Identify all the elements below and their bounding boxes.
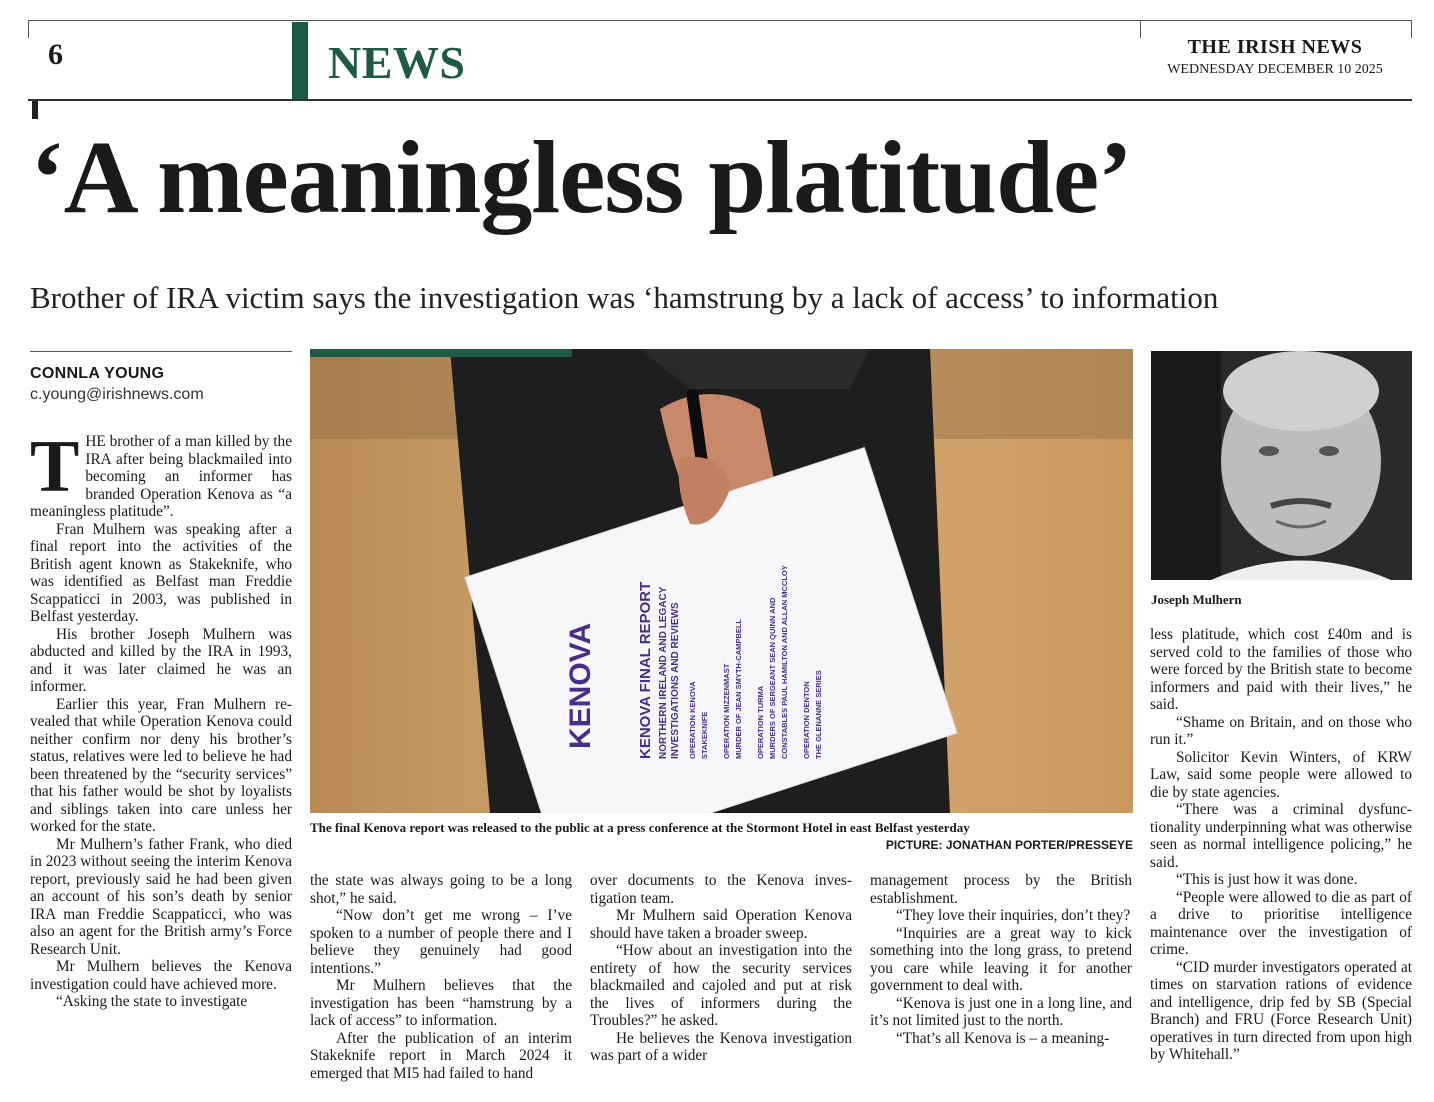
header-tick (1140, 20, 1141, 38)
report-operation: MURDERS OF SERGEANT SEAN QUINN AND (768, 597, 777, 759)
report-operation: OPERATION KENOVA (688, 681, 697, 759)
headline: ‘A meaningless platitude’ (30, 120, 1132, 235)
byline: CONNLA YOUNG (30, 365, 165, 382)
article-paragraph: less platitude, which cost £40m and is served cold to the families of those who were forced by the British state to become informers and paid with their lives,” he said. (1150, 626, 1412, 713)
report-title: KENOVA FINAL REPORT (637, 581, 654, 759)
article-paragraph: After the publication of an interim Stakeknife report in March 2024 it emerged that MI5 had failed to hand (310, 1029, 572, 1082)
article-column-3 (590, 872, 852, 1065)
report-operation: MURDER OF JEAN SMYTH-CAMPBELL (734, 619, 743, 759)
section-title: NEWS (328, 37, 466, 88)
report-operation: THE GLENANNE SERIES (814, 670, 823, 759)
photo-illustration (310, 349, 1133, 813)
kenova-report-photo (310, 349, 1133, 813)
report-subtitle: INVESTIGATIONS AND REVIEWS (670, 602, 681, 759)
article-paragraph: He believes the Kenova investigation was part of a wider (590, 1029, 852, 1064)
standfirst: Brother of IRA victim says the investigation was ‘hamstrung by a lack of access’ to information (30, 280, 1219, 315)
article-paragraph: “Now don’t get me wrong – I’ve spoken to a number of people there and I believe they genuinely had good intentions.” (310, 907, 572, 977)
article-paragraph: management process by the British establishment. (870, 872, 1132, 907)
report-operation: STAKEKNIFE (700, 711, 709, 759)
portrait-illustration (1151, 351, 1412, 580)
issue-date: WEDNESDAY DECEMBER 10 2025 (1167, 62, 1383, 77)
corner-mark (32, 101, 38, 119)
portrait-caption: Joseph Mulhern (1151, 592, 1242, 607)
article-paragraph: Mr Mulhern believes that the investigation has been “hamstrung by a lack of access” to information. (310, 977, 572, 1029)
article-paragraph: Fran Mulhern was speaking after a final report into the activities of the British agent known as Stakeknife, who was identified as Belfast man Freddie Scappaticci in 2003, was published in Belfast yesterday. (30, 520, 292, 625)
author-email[interactable]: c.young@irishnews.com (30, 386, 204, 403)
photo-caption: The final Kenova report was released to the public at a press conference at the Stormont Hotel in east Belfast yesterday (310, 820, 970, 835)
article-column-2 (310, 872, 572, 1082)
article-paragraph: “That’s all Kenova is – a meaning- (896, 1029, 1110, 1047)
article-paragraph: THE brother of a man killed by the IRA after being blackmailed into becoming an informer has branded Operation Kenova as “a meaningless platitude”. (30, 426, 292, 520)
section-color-bar (292, 22, 308, 100)
article-paragraph: “How about an investigation into the entirety of how the security services blackmailed and cajoled and put at risk the lives of informers during the Troubles?” he asked. (590, 942, 852, 1029)
masthead: THE IRISH NEWS (1187, 36, 1363, 58)
report-operation: OPERATION TURMA (756, 685, 765, 759)
article-paragraph: His brother Joseph Mulhern was abducted and killed by the IRA in 1993, and it was later claimed he was an informer. (30, 625, 292, 695)
page-number: 6 (48, 38, 63, 71)
article-paragraph: over documents to the Kenova investigation team. (590, 872, 852, 907)
report-operation: OPERATION DENTON (802, 681, 811, 759)
header-tick (1411, 20, 1412, 38)
article-paragraph: “Shame on Britain, and on those who run it.” (1150, 713, 1412, 748)
article-paragraph: Earlier this year, Fran Mulhern revealed that while Operation Kenova could neither confirm nor deny his brother’s status, relatives were led to believe he had been threatened by the “security services” that his father would be shot by loyalists and siblings taken into care unless her worked for the state. (30, 695, 292, 835)
article-paragraph: “This is just how it was done. (1176, 871, 1358, 888)
report-operation: OPERATION MIZZENMAST (722, 663, 731, 759)
article-paragraph: Solicitor Kevin Winters, of KRW Law, said some people were allowed to die by state agencies. (1150, 748, 1412, 801)
photo-accent-bar (310, 349, 572, 357)
header-bottom-rule (28, 99, 1412, 101)
article-paragraph: “They love their inquiries, don’t they? (896, 907, 1131, 924)
report-logo: KENOVA (564, 622, 597, 749)
article-paragraph: Mr Mulhern believes the Kenova investigation could have achieved more. (30, 958, 292, 993)
photo-credit: PICTURE: JONATHAN PORTER/PRESSEYE (885, 838, 1133, 852)
byline-rule (30, 351, 292, 352)
header-top-rule (28, 20, 1412, 21)
article-paragraph: “CID murder investigators operated at times on starvation rations of evidence and intelligence, drip fed by SB (Special Branch) and FRU (Force Research Unit) operatives in turn directed from upon high by Whitehall.” (1150, 958, 1412, 1063)
article-column-5 (1150, 626, 1412, 1064)
article-column-1 (30, 426, 292, 1011)
portrait-photo (1151, 351, 1412, 580)
article-paragraph: “Asking the state to investigate (56, 993, 248, 1010)
article-column-4 (870, 872, 1132, 1047)
article-paragraph: “There was a criminal dysfunctionality underpinning what was otherwise seen as normal intelligence policing,” he said. (1150, 801, 1412, 871)
article-paragraph: the state was always going to be a long shot,” he said. (310, 872, 572, 907)
article-paragraph: Mr Mulhern’s father Frank, who died in 2023 without seeing the interim Kenova report, previously said he had been given an account of his son’s death by senior IRA man Freddie Scappaticci, who was also an agent for the British army’s Force Research Unit. (30, 835, 292, 958)
report-subtitle: NORTHERN IRELAND AND LEGACY (658, 586, 669, 759)
article-paragraph: “People were allowed to die as part of a drive to prioritise intelligence maintenance over the investigation of crime. (1150, 888, 1412, 958)
article-paragraph: Mr Mulhern said Operation Kenova should have taken a broader sweep. (590, 907, 852, 942)
article-paragraph: “Inquiries are a great way to kick something into the long grass, to pretend you care while leaving it for another government to deal with. (870, 924, 1132, 994)
header-tick (28, 20, 29, 38)
drop-cap: T (30, 426, 80, 508)
article-paragraph: “Kenova is just one in a long line, and it’s not limited just to the north. (870, 994, 1132, 1029)
report-operation: CONSTABLES PAUL HAMILTON AND ALLAN MCCLOY (780, 565, 789, 759)
